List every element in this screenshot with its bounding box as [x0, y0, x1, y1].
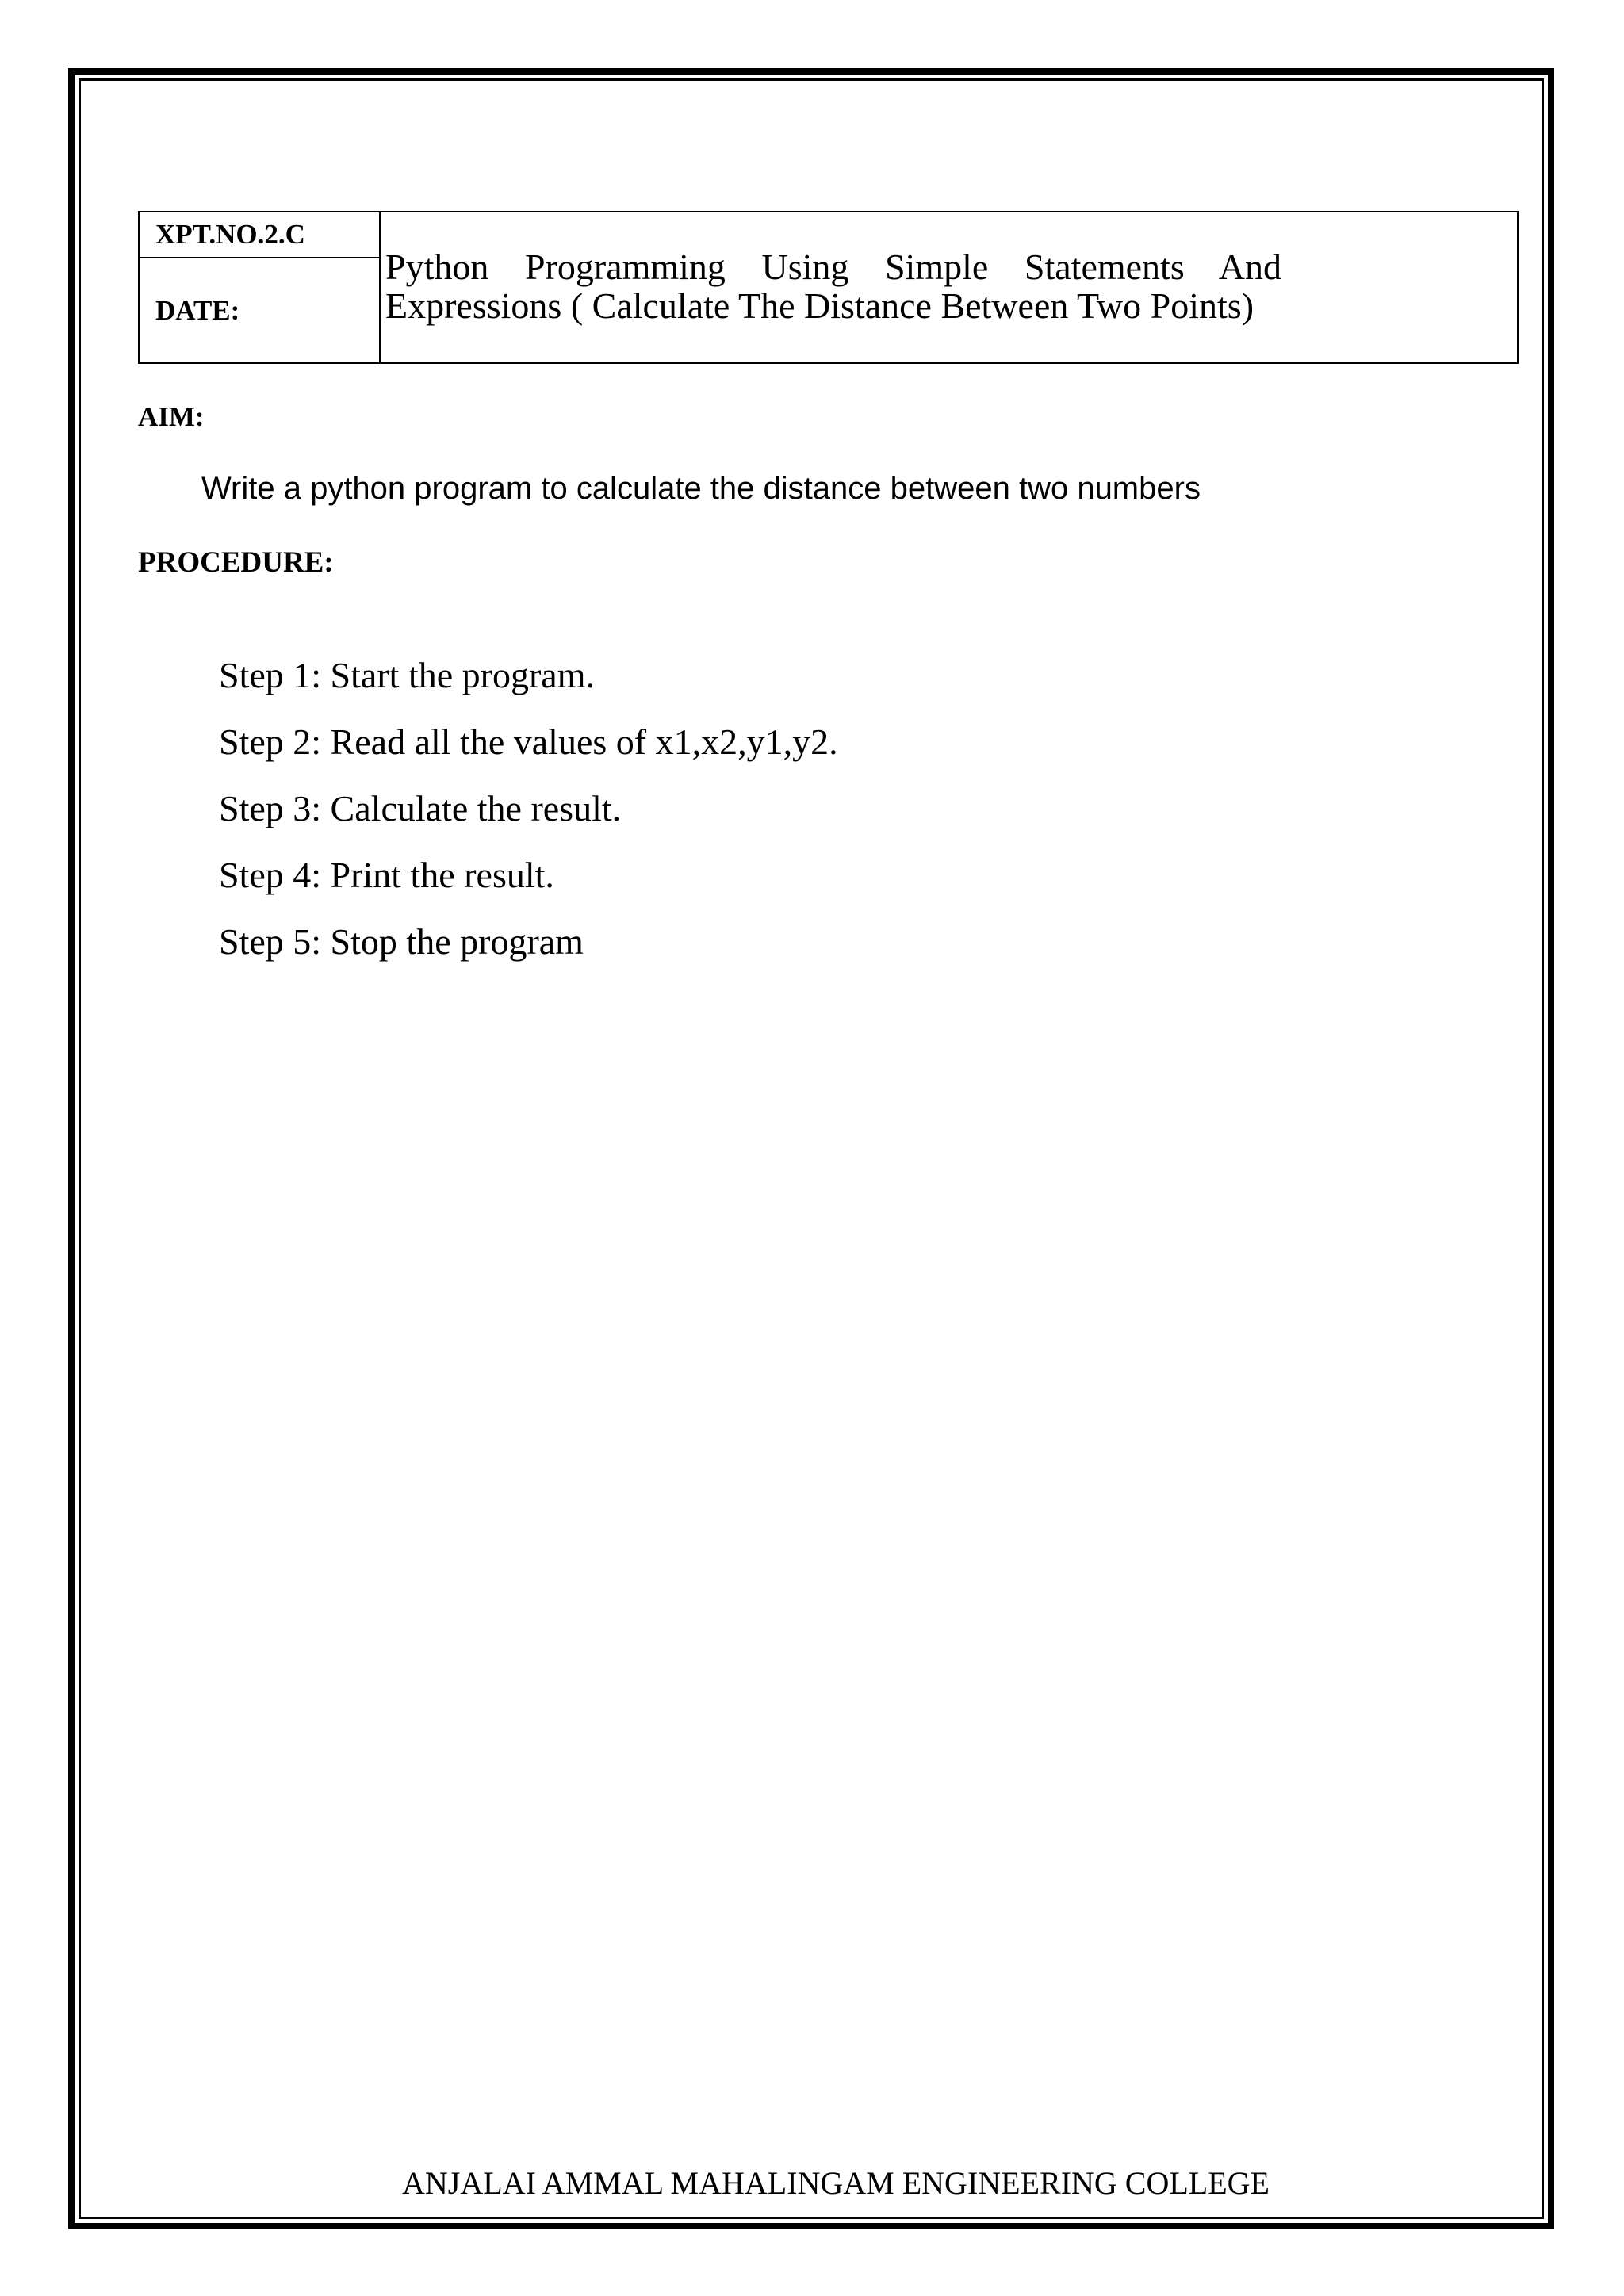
procedure-steps — [219, 652, 838, 985]
experiment-header-table — [138, 211, 1519, 364]
experiment-number: XPT.NO.2.C — [139, 212, 380, 258]
college-footer: ANJALAI AMMAL MAHALINGAM ENGINEERING COLLEGE — [402, 2165, 1270, 2201]
procedure-heading: PROCEDURE: — [138, 546, 334, 579]
experiment-title-cell — [380, 212, 1518, 363]
procedure-step: Step 1: Start the program. — [219, 655, 595, 695]
date-label: DATE: — [139, 258, 380, 363]
page-border-inner — [79, 78, 1544, 2219]
aim-text: Write a python program to calculate the distance between two numbers — [201, 471, 1201, 506]
procedure-step: Step 3: Calculate the result. — [219, 788, 622, 828]
procedure-step: Step 4: Print the result. — [219, 855, 554, 895]
procedure-step: Step 2: Read all the values of x1,x2,y1,y2. — [219, 721, 838, 762]
procedure-step: Step 5: Stop the program — [219, 921, 584, 962]
experiment-title: Python Programming Using Simple Statements And Expressions ( Calculate The Distance Between Two Points) — [385, 247, 1281, 326]
aim-heading: AIM: — [138, 401, 205, 432]
